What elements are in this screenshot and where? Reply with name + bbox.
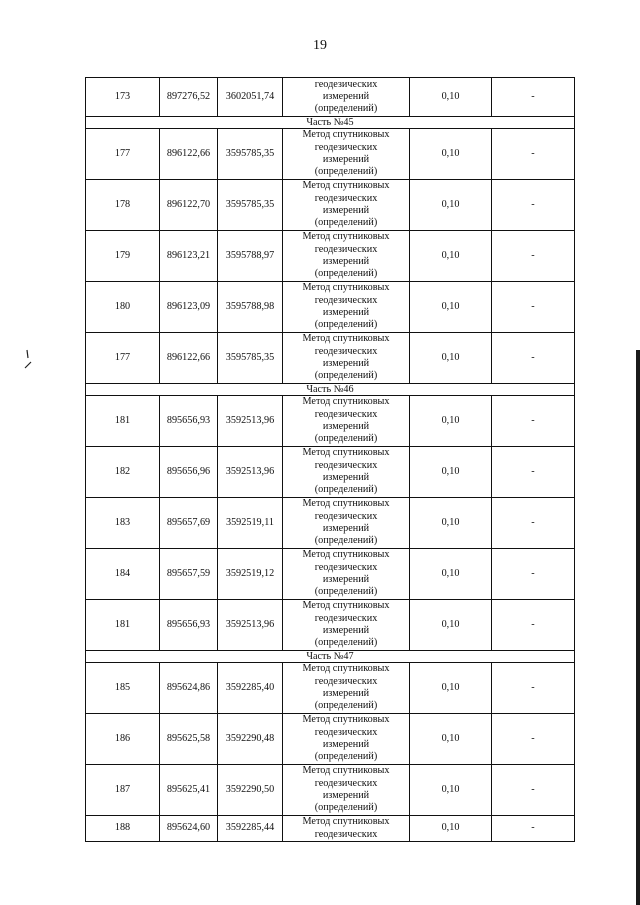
note-cell: - [492,714,575,765]
scan-edge-border [636,350,640,905]
part-label: Часть №47 [86,651,575,663]
method-text-line: измерений [322,421,370,432]
method-text-line: измерений [322,739,370,750]
method-text-line: геодезических [314,726,378,738]
note-cell: - [492,180,575,231]
part-header-row [86,651,575,663]
method-text-line: геодезических [314,828,378,840]
note-cell: - [492,765,575,816]
note-cell: - [492,816,575,842]
coordinate-x-cell: 895624,60 [160,816,218,842]
method-text-line: Метод спутниковых [302,333,390,345]
method-text-line: Метод спутниковых [302,714,390,726]
coordinate-y-cell: 3602051,74 [218,78,283,117]
method-cell [283,498,410,549]
method-text-line: геодезических [314,243,378,255]
method-text-line: Метод спутниковых [302,396,390,408]
method-text-line: геодезических [314,141,378,153]
coordinate-x-cell: 896122,70 [160,180,218,231]
point-row [86,333,575,384]
coordinate-x-cell: 895656,96 [160,447,218,498]
method-text-line: (определений) [314,802,378,814]
point-number-cell: 181 [86,600,160,651]
method-cell [283,231,410,282]
note-cell: - [492,333,575,384]
method-text-line: (определений) [314,700,378,712]
method-cell [283,714,410,765]
coordinate-y-cell: 3592290,48 [218,714,283,765]
coordinate-y-cell: 3595785,35 [218,333,283,384]
method-text-line: (определений) [314,535,378,547]
method-text-line: Метод спутниковых [302,447,390,459]
coordinate-x-cell: 895657,69 [160,498,218,549]
point-number-cell: 173 [86,78,160,117]
note-cell: - [492,78,575,117]
method-text-line: геодезических [314,345,378,357]
note-cell: - [492,549,575,600]
precision-cell: 0,10 [410,498,492,549]
page-number: 19 [313,38,327,53]
coordinate-x-cell: 895625,58 [160,714,218,765]
point-row [86,447,575,498]
point-number-cell: 177 [86,333,160,384]
point-row [86,714,575,765]
coordinate-y-cell: 3592513,96 [218,600,283,651]
point-number-cell: 179 [86,231,160,282]
precision-cell: 0,10 [410,714,492,765]
point-number-cell: 177 [86,129,160,180]
precision-cell: 0,10 [410,129,492,180]
method-text-line: геодезических [314,294,378,306]
method-text-line: (определений) [314,637,378,649]
point-number-cell: 181 [86,396,160,447]
precision-cell: 0,10 [410,765,492,816]
method-text-line: Метод спутниковых [302,129,390,141]
precision-cell: 0,10 [410,600,492,651]
method-cell [283,663,410,714]
coordinates-table [85,77,575,842]
point-row [86,600,575,651]
precision-cell: 0,10 [410,549,492,600]
point-row [86,78,575,117]
method-text-line: измерений [322,790,370,801]
method-cell [283,282,410,333]
method-text-line: (определений) [314,433,378,445]
method-text-line: измерений [322,154,370,165]
coordinate-x-cell: 895656,93 [160,396,218,447]
point-row [86,231,575,282]
note-cell: - [492,600,575,651]
point-row [86,765,575,816]
method-cell [283,333,410,384]
coordinate-y-cell: 3595788,98 [218,282,283,333]
coordinate-x-cell: 896123,09 [160,282,218,333]
precision-cell: 0,10 [410,231,492,282]
method-cell [283,129,410,180]
method-cell [283,396,410,447]
note-cell: - [492,282,575,333]
method-text-line: (определений) [314,268,378,280]
coordinate-y-cell: 3592513,96 [218,396,283,447]
point-row [86,180,575,231]
part-header-row [86,117,575,129]
note-cell: - [492,396,575,447]
method-cell [283,549,410,600]
note-cell: - [492,129,575,180]
method-text-line: (определений) [314,319,378,331]
coordinate-y-cell: 3592285,44 [218,816,283,842]
method-text-line: (определений) [314,217,378,229]
method-text-line: (определений) [314,751,378,763]
method-text-line: Метод спутниковых [302,498,390,510]
note-cell: - [492,447,575,498]
coordinate-y-cell: 3595785,35 [218,180,283,231]
method-text-line: Метод спутниковых [302,180,390,192]
point-number-cell: 178 [86,180,160,231]
method-cell [283,78,410,117]
method-cell [283,765,410,816]
part-label: Часть №45 [86,117,575,129]
point-row [86,498,575,549]
method-cell [283,180,410,231]
method-text-line: измерений [322,205,370,216]
coordinate-x-cell: 897276,52 [160,78,218,117]
method-text-line: измерений [322,472,370,483]
note-cell: - [492,498,575,549]
point-row [86,663,575,714]
coordinate-x-cell: 896122,66 [160,333,218,384]
point-number-cell: 184 [86,549,160,600]
precision-cell: 0,10 [410,333,492,384]
method-text-line: (определений) [314,103,378,115]
method-text-line: геодезических [314,459,378,471]
method-text-line: геодезических [314,675,378,687]
point-number-cell: 180 [86,282,160,333]
part-header-row [86,384,575,396]
method-text-line: (определений) [314,370,378,382]
point-row [86,129,575,180]
point-number-cell: 187 [86,765,160,816]
method-text-line: измерений [322,256,370,267]
method-text-line: измерений [322,625,370,636]
note-cell: - [492,231,575,282]
method-text-line: (определений) [314,484,378,496]
method-text-line: Метод спутниковых [302,549,390,561]
precision-cell: 0,10 [410,663,492,714]
method-text-line: геодезических [314,78,378,90]
coordinate-y-cell: 3595785,35 [218,129,283,180]
method-text-line: Метод спутниковых [302,663,390,675]
method-cell [283,600,410,651]
precision-cell: 0,10 [410,282,492,333]
point-number-cell: 185 [86,663,160,714]
method-text-line: геодезических [314,561,378,573]
coordinate-x-cell: 895656,93 [160,600,218,651]
point-row [86,282,575,333]
method-text-line: Метод спутниковых [302,282,390,294]
coordinate-x-cell: 895624,86 [160,663,218,714]
method-text-line: геодезических [314,192,378,204]
point-number-cell: 182 [86,447,160,498]
coordinate-x-cell: 895625,41 [160,765,218,816]
point-number-cell: 186 [86,714,160,765]
precision-cell: 0,10 [410,396,492,447]
coordinate-x-cell: 896123,21 [160,231,218,282]
precision-cell: 0,10 [410,447,492,498]
method-text-line: Метод спутниковых [302,600,390,612]
method-text-line: Метод спутниковых [302,765,390,777]
method-text-line: геодезических [314,612,378,624]
method-text-line: (определений) [314,586,378,598]
point-row [86,549,575,600]
coordinate-x-cell: 896122,66 [160,129,218,180]
method-text-line: Метод спутниковых [302,231,390,243]
method-text-line: измерений [322,90,370,102]
method-text-line: измерений [322,688,370,699]
method-text-line: измерений [322,358,370,369]
point-row [86,396,575,447]
precision-cell: 0,10 [410,816,492,842]
coordinate-y-cell: 3592513,96 [218,447,283,498]
coordinate-y-cell: 3592519,11 [218,498,283,549]
coordinate-y-cell: 3592285,40 [218,663,283,714]
method-text-line: Метод спутниковых [302,816,390,828]
coordinate-x-cell: 895657,59 [160,549,218,600]
point-number-cell: 183 [86,498,160,549]
coordinate-y-cell: 3592290,50 [218,765,283,816]
scan-artifact-mark [24,348,32,370]
method-text-line: геодезических [314,408,378,420]
point-number-cell: 188 [86,816,160,842]
method-text-line: измерений [322,574,370,585]
method-cell [283,816,410,842]
method-text-line: геодезических [314,510,378,522]
method-text-line: (определений) [314,166,378,178]
method-text-line: измерений [322,307,370,318]
precision-cell: 0,10 [410,180,492,231]
precision-cell: 0,10 [410,78,492,117]
coordinate-y-cell: 3592519,12 [218,549,283,600]
point-row [86,816,575,842]
part-label: Часть №46 [86,384,575,396]
method-text-line: измерений [322,523,370,534]
method-text-line: геодезических [314,777,378,789]
coordinate-y-cell: 3595788,97 [218,231,283,282]
coordinates-table-body [86,78,575,842]
method-cell [283,447,410,498]
note-cell: - [492,663,575,714]
